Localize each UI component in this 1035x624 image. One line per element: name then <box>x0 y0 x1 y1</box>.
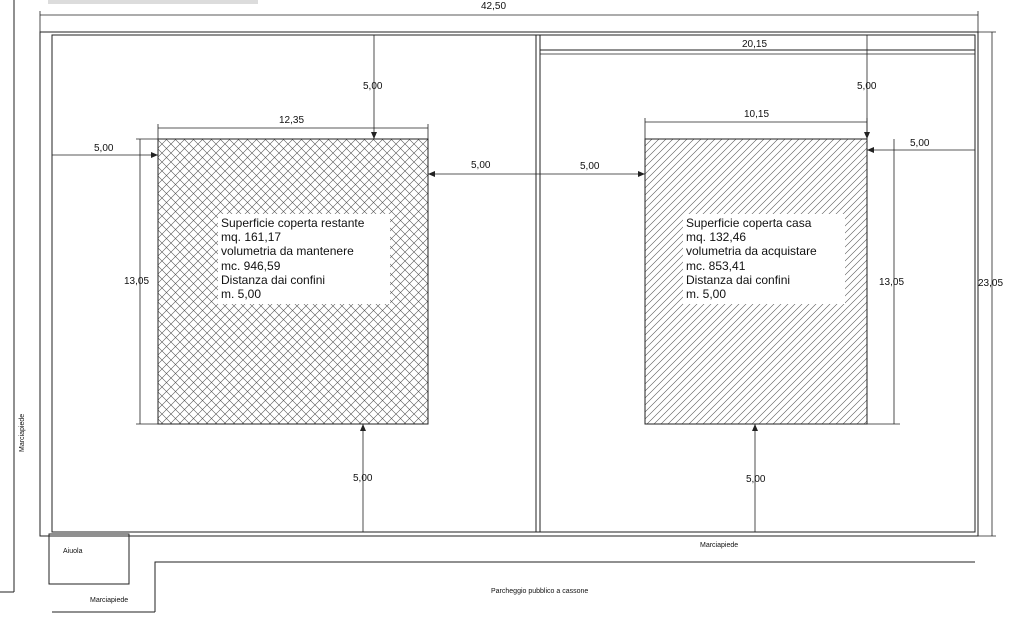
scan-artifact <box>48 0 258 4</box>
dim-left-building-height: 13,05 <box>124 276 150 287</box>
flowerbed-outline <box>49 534 975 612</box>
right-info-line: Distanza dai confini <box>686 272 791 287</box>
left-building-info <box>218 214 390 304</box>
dim-total-width: 42,50 <box>481 1 507 12</box>
right-building-info <box>683 214 845 304</box>
dim-right-building-width: 10,15 <box>744 109 770 120</box>
sidewalk-left-edge <box>0 0 14 592</box>
right-info-line: mq. 132,46 <box>686 230 747 245</box>
sidewalk-corner-label: Marciapiede <box>90 597 129 604</box>
sidewalk-bottom-label: Marciapiede <box>700 542 739 549</box>
left-info-line: m. 5,00 <box>221 287 262 302</box>
dim-setback-center-right: 5,00 <box>580 161 600 172</box>
dim-setback-bottom-left: 5,00 <box>353 473 373 484</box>
right-info-line: mc. 853,41 <box>686 258 746 273</box>
left-info-line: Distanza dai confini <box>221 272 326 287</box>
sidewalk-left-label: Marciapiede <box>19 413 26 452</box>
dim-setback-top-left: 5,00 <box>363 81 383 92</box>
dim-setback-center-left: 5,00 <box>471 160 491 171</box>
left-info-line: mc. 946,59 <box>221 258 281 273</box>
dim-setback-right: 5,00 <box>910 138 930 149</box>
right-info-line: volumetria da acquistare <box>686 244 817 259</box>
right-info-line: Superficie coperta casa <box>686 216 812 230</box>
left-info-line: Superficie coperta restante <box>221 216 365 230</box>
dim-setback-bottom-right: 5,00 <box>746 474 766 485</box>
dim-left-building-width: 12,35 <box>279 115 305 126</box>
left-info-line: mq. 161,17 <box>221 230 282 245</box>
parking-label: Parcheggio pubblico a cassone <box>491 588 589 595</box>
dim-setback-left: 5,00 <box>94 143 114 154</box>
dim-total-height: 23,05 <box>978 278 1004 289</box>
dim-setback-top-right: 5,00 <box>857 81 877 92</box>
right-info-line: m. 5,00 <box>686 287 727 302</box>
dim-right-lot-width: 20,15 <box>742 39 768 50</box>
dim-right-building-height: 13,05 <box>879 277 905 288</box>
flowerbed-label: Aiuola <box>63 548 83 555</box>
left-info-line: volumetria da mantenere <box>221 244 354 259</box>
